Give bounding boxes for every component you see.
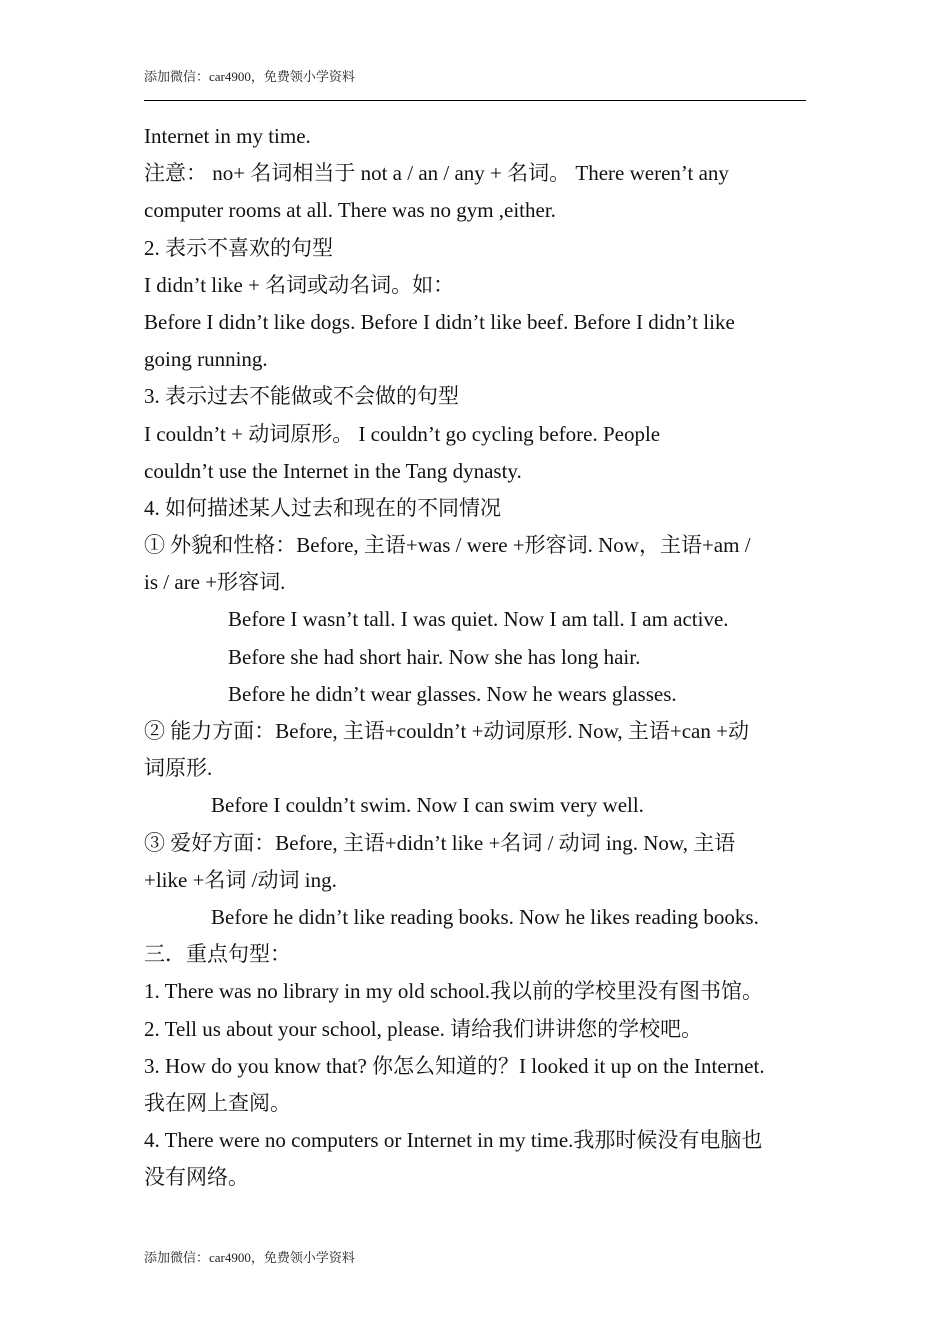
text-line: 2. Tell us about your school, please. 请给我们讲讲您的学校吧。 bbox=[144, 1016, 703, 1041]
text-line: ③ 爱好方面：Before, 主语+didn’t like +名词 / 动词 ing. Now, 主语 bbox=[144, 830, 736, 855]
text-line: +like +名词 /动词 ing. bbox=[144, 867, 337, 892]
header-divider bbox=[144, 100, 806, 101]
text-line: 没有网络。 bbox=[144, 1165, 249, 1190]
page-footer-note: 添加微信：car4900，免费领小学资料 bbox=[144, 1250, 355, 1265]
example-line: Before he didn’t like reading books. Now he likes reading books. bbox=[211, 904, 759, 929]
text-line: ② 能力方面：Before, 主语+couldn’t +动词原形. Now, 主语+can +动 bbox=[144, 719, 749, 743]
example-line: Before I wasn’t tall. I was quiet. Now I am tall. I am active. bbox=[228, 607, 729, 632]
text-line: 词原形. bbox=[144, 756, 213, 781]
text-line: Internet in my time. bbox=[144, 124, 311, 148]
page-header-note: 添加微信：car4900，免费领小学资料 bbox=[144, 69, 355, 84]
text-line: 3. How do you know that? 你怎么知道的？I looked it up on the Internet. bbox=[144, 1053, 765, 1078]
section-heading: 4. 如何描述某人过去和现在的不同情况 bbox=[144, 495, 501, 520]
text-line: 4. There were no computers or Internet in my time.我那时候没有电脑也 bbox=[144, 1128, 763, 1153]
example-line: Before I couldn’t swim. Now I can swim very well. bbox=[211, 793, 644, 818]
text-line: is / are +形容词. bbox=[144, 570, 286, 595]
text-line: couldn’t use the Internet in the Tang dynasty. bbox=[144, 458, 522, 483]
text-line: 注意： no+ 名词相当于 not a / an / any + 名词。 There weren’t any bbox=[144, 161, 729, 186]
text-line: computer rooms at all. There was no gym ,either. bbox=[144, 198, 556, 223]
text-line: going running. bbox=[144, 347, 268, 372]
text-line: Before I didn’t like dogs. Before I didn’t like beef. Before I didn’t like bbox=[144, 309, 735, 334]
section-heading: 3. 表示过去不能做或不会做的句型 bbox=[144, 384, 459, 409]
section-heading: 三．重点句型： bbox=[144, 942, 291, 967]
text-line: I didn’t like + 名词或动名词。如： bbox=[144, 272, 455, 297]
example-line: Before he didn’t wear glasses. Now he wears glasses. bbox=[228, 681, 677, 706]
example-line: Before she had short hair. Now she has long hair. bbox=[228, 644, 641, 669]
section-heading: 2. 表示不喜欢的句型 bbox=[144, 235, 333, 260]
text-line: 我在网上查阅。 bbox=[144, 1090, 291, 1115]
text-line: ① 外貌和性格：Before, 主语+was / were +形容词. Now，主语+am / bbox=[144, 533, 751, 558]
document-body bbox=[144, 118, 812, 1196]
text-line: 1. There was no library in my old school.我以前的学校里没有图书馆。 bbox=[144, 979, 764, 1004]
text-line: I couldn’t + 动词原形。 I couldn’t go cycling before. People bbox=[144, 421, 661, 446]
